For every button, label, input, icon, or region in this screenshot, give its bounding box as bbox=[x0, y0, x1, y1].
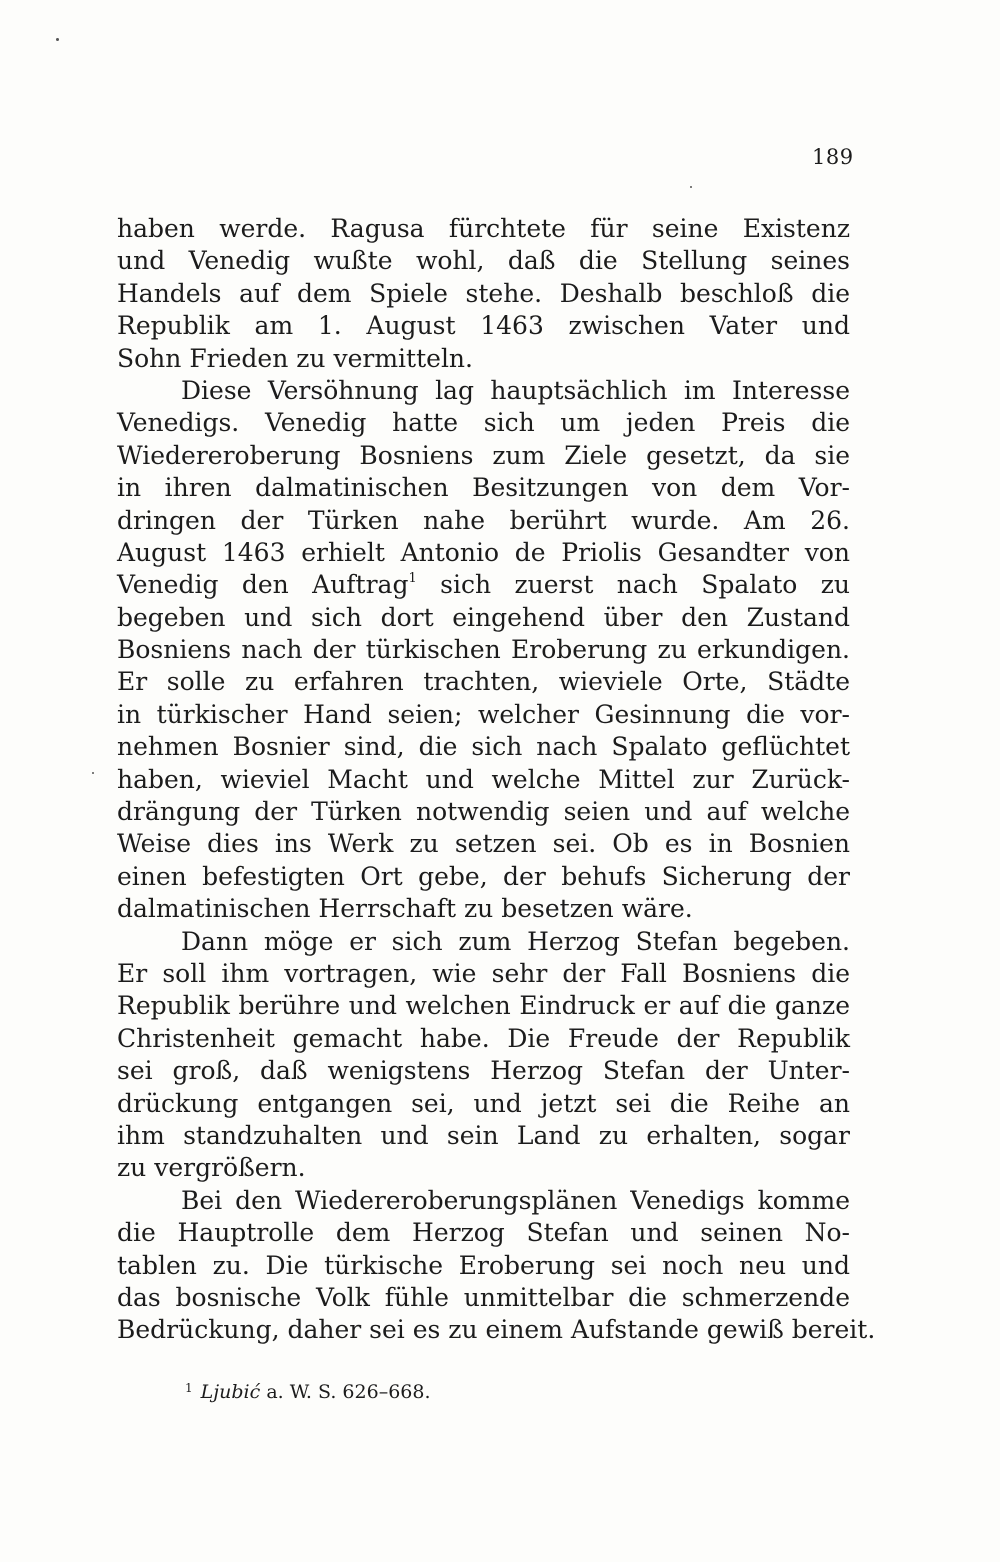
scan-speck bbox=[92, 772, 94, 774]
text-line bbox=[117, 440, 850, 472]
line-text: sei groß, daß wenigstens Herzog Stefan der Unter- bbox=[117, 1056, 850, 1086]
line-text: nehmen Bosnier sind, die sich nach Spalato geflüchtet bbox=[117, 732, 850, 762]
paragraph bbox=[117, 1185, 876, 1347]
text-line bbox=[117, 472, 850, 504]
line-text-continued: sich zuerst nach Spalato zu bbox=[416, 570, 850, 600]
text-line bbox=[117, 537, 850, 569]
line-text: tablen zu. Die türkische Eroberung sei noch neu und bbox=[117, 1250, 850, 1280]
text-line bbox=[117, 634, 850, 666]
text-line bbox=[117, 699, 850, 731]
line-text: Er soll ihm vortragen, wie sehr der Fall Bosniens die bbox=[117, 958, 850, 988]
text-line bbox=[117, 1314, 876, 1346]
line-text: und Venedig wußte wohl, daß die Stellung seines bbox=[117, 246, 850, 276]
text-line bbox=[117, 245, 850, 277]
paragraph bbox=[117, 213, 850, 375]
text-line bbox=[117, 926, 850, 958]
text-line bbox=[117, 990, 850, 1022]
text-line bbox=[117, 1282, 850, 1314]
line-text: Bosniens nach der türkischen Eroberung zu erkundigen. bbox=[117, 635, 850, 665]
line-text: Bedrückung, daher sei es zu einem Aufstande gewiß bereit. bbox=[117, 1315, 876, 1345]
text-line bbox=[117, 1023, 850, 1055]
line-text: in türkischer Hand seien; welcher Gesinnung die vor- bbox=[117, 699, 850, 729]
line-text: dalmatinischen Herrschaft zu besetzen wäre. bbox=[117, 894, 693, 924]
footnote-reference-marker: 1 bbox=[408, 571, 417, 587]
body-text bbox=[117, 213, 876, 1347]
footnote-author: Ljubić bbox=[200, 1381, 261, 1403]
line-text: in ihren dalmatinischen Besitzungen von dem Vor- bbox=[117, 473, 850, 503]
text-line bbox=[117, 828, 850, 860]
text-line bbox=[117, 861, 850, 893]
text-line bbox=[117, 731, 850, 763]
text-line bbox=[117, 505, 850, 537]
text-line bbox=[117, 764, 850, 796]
line-text: die Hauptrolle dem Herzog Stefan und seinen No- bbox=[117, 1218, 850, 1248]
paragraph bbox=[117, 375, 850, 926]
text-line bbox=[117, 310, 850, 342]
line-text: ihm standzuhalten und sein Land zu erhalten, sogar bbox=[117, 1120, 850, 1150]
text-line bbox=[117, 1055, 850, 1087]
line-text: Bei den Wiedereroberungsplänen Venedigs komme bbox=[181, 1185, 850, 1215]
line-text: einen befestigten Ort gebe, der behufs Sicherung der bbox=[117, 861, 850, 891]
text-line bbox=[117, 343, 850, 375]
line-text: dringen der Türken nahe berührt wurde. Am 26. bbox=[117, 505, 850, 535]
text-line bbox=[117, 796, 850, 828]
line-text: drängung der Türken notwendig seien und auf welche bbox=[117, 797, 850, 827]
footnote-marker: 1 bbox=[185, 1381, 193, 1395]
footnote-reference: a. W. S. 626–668. bbox=[260, 1381, 431, 1403]
text-line bbox=[117, 213, 850, 245]
scan-speck bbox=[56, 38, 59, 41]
line-text: Sohn Frieden zu vermitteln. bbox=[117, 343, 473, 373]
line-text: drückung entgangen sei, und jetzt sei die Reihe an bbox=[117, 1088, 850, 1118]
text-line bbox=[117, 958, 850, 990]
text-line bbox=[117, 375, 850, 407]
text-line bbox=[117, 1152, 850, 1184]
line-text: Wiedereroberung Bosniens zum Ziele gesetzt, da sie bbox=[117, 440, 850, 470]
line-text: Republik am 1. August 1463 zwischen Vater und bbox=[117, 311, 850, 341]
text-line bbox=[117, 893, 850, 925]
line-text: Dann möge er sich zum Herzog Stefan begeben. bbox=[181, 926, 850, 956]
text-line bbox=[117, 666, 850, 698]
line-text: Er solle zu erfahren trachten, wieviele Orte, Städte bbox=[117, 667, 850, 697]
text-line bbox=[117, 1250, 850, 1282]
text-line bbox=[117, 1120, 850, 1152]
text-line bbox=[117, 278, 850, 310]
line-text: Venedig den Auftrag bbox=[117, 570, 409, 600]
line-text: begeben und sich dort eingehend über den Zustand bbox=[117, 602, 850, 632]
line-text: Christenheit gemacht habe. Die Freude der Republik bbox=[117, 1023, 850, 1053]
text-line bbox=[117, 1088, 850, 1120]
line-text: August 1463 erhielt Antonio de Priolis Gesandter von bbox=[117, 537, 850, 567]
text-line bbox=[117, 1185, 850, 1217]
line-text: Republik berühre und welchen Eindruck er auf die ganze bbox=[117, 991, 850, 1021]
text-line bbox=[117, 602, 850, 634]
line-text: Diese Versöhnung lag hauptsächlich im Interesse bbox=[181, 375, 850, 405]
line-text: Handels auf dem Spiele stehe. Deshalb beschloß die bbox=[117, 278, 850, 308]
text-line bbox=[117, 1217, 850, 1249]
page-number: 189 bbox=[812, 145, 854, 169]
text-line bbox=[117, 407, 850, 439]
line-text: haben, wieviel Macht und welche Mittel zur Zurück- bbox=[117, 764, 850, 794]
footnote bbox=[185, 1381, 431, 1403]
text-line bbox=[117, 569, 850, 601]
line-text: Venedigs. Venedig hatte sich um jeden Preis die bbox=[117, 408, 850, 438]
scan-speck bbox=[690, 186, 692, 188]
line-text: haben werde. Ragusa fürchtete für seine Existenz bbox=[117, 214, 850, 243]
line-text: das bosnische Volk fühle unmittelbar die schmerzende bbox=[117, 1282, 850, 1312]
line-text: Weise dies ins Werk zu setzen sei. Ob es in Bosnien bbox=[117, 829, 850, 859]
line-text: zu vergrößern. bbox=[117, 1153, 306, 1183]
paragraph bbox=[117, 926, 850, 1185]
